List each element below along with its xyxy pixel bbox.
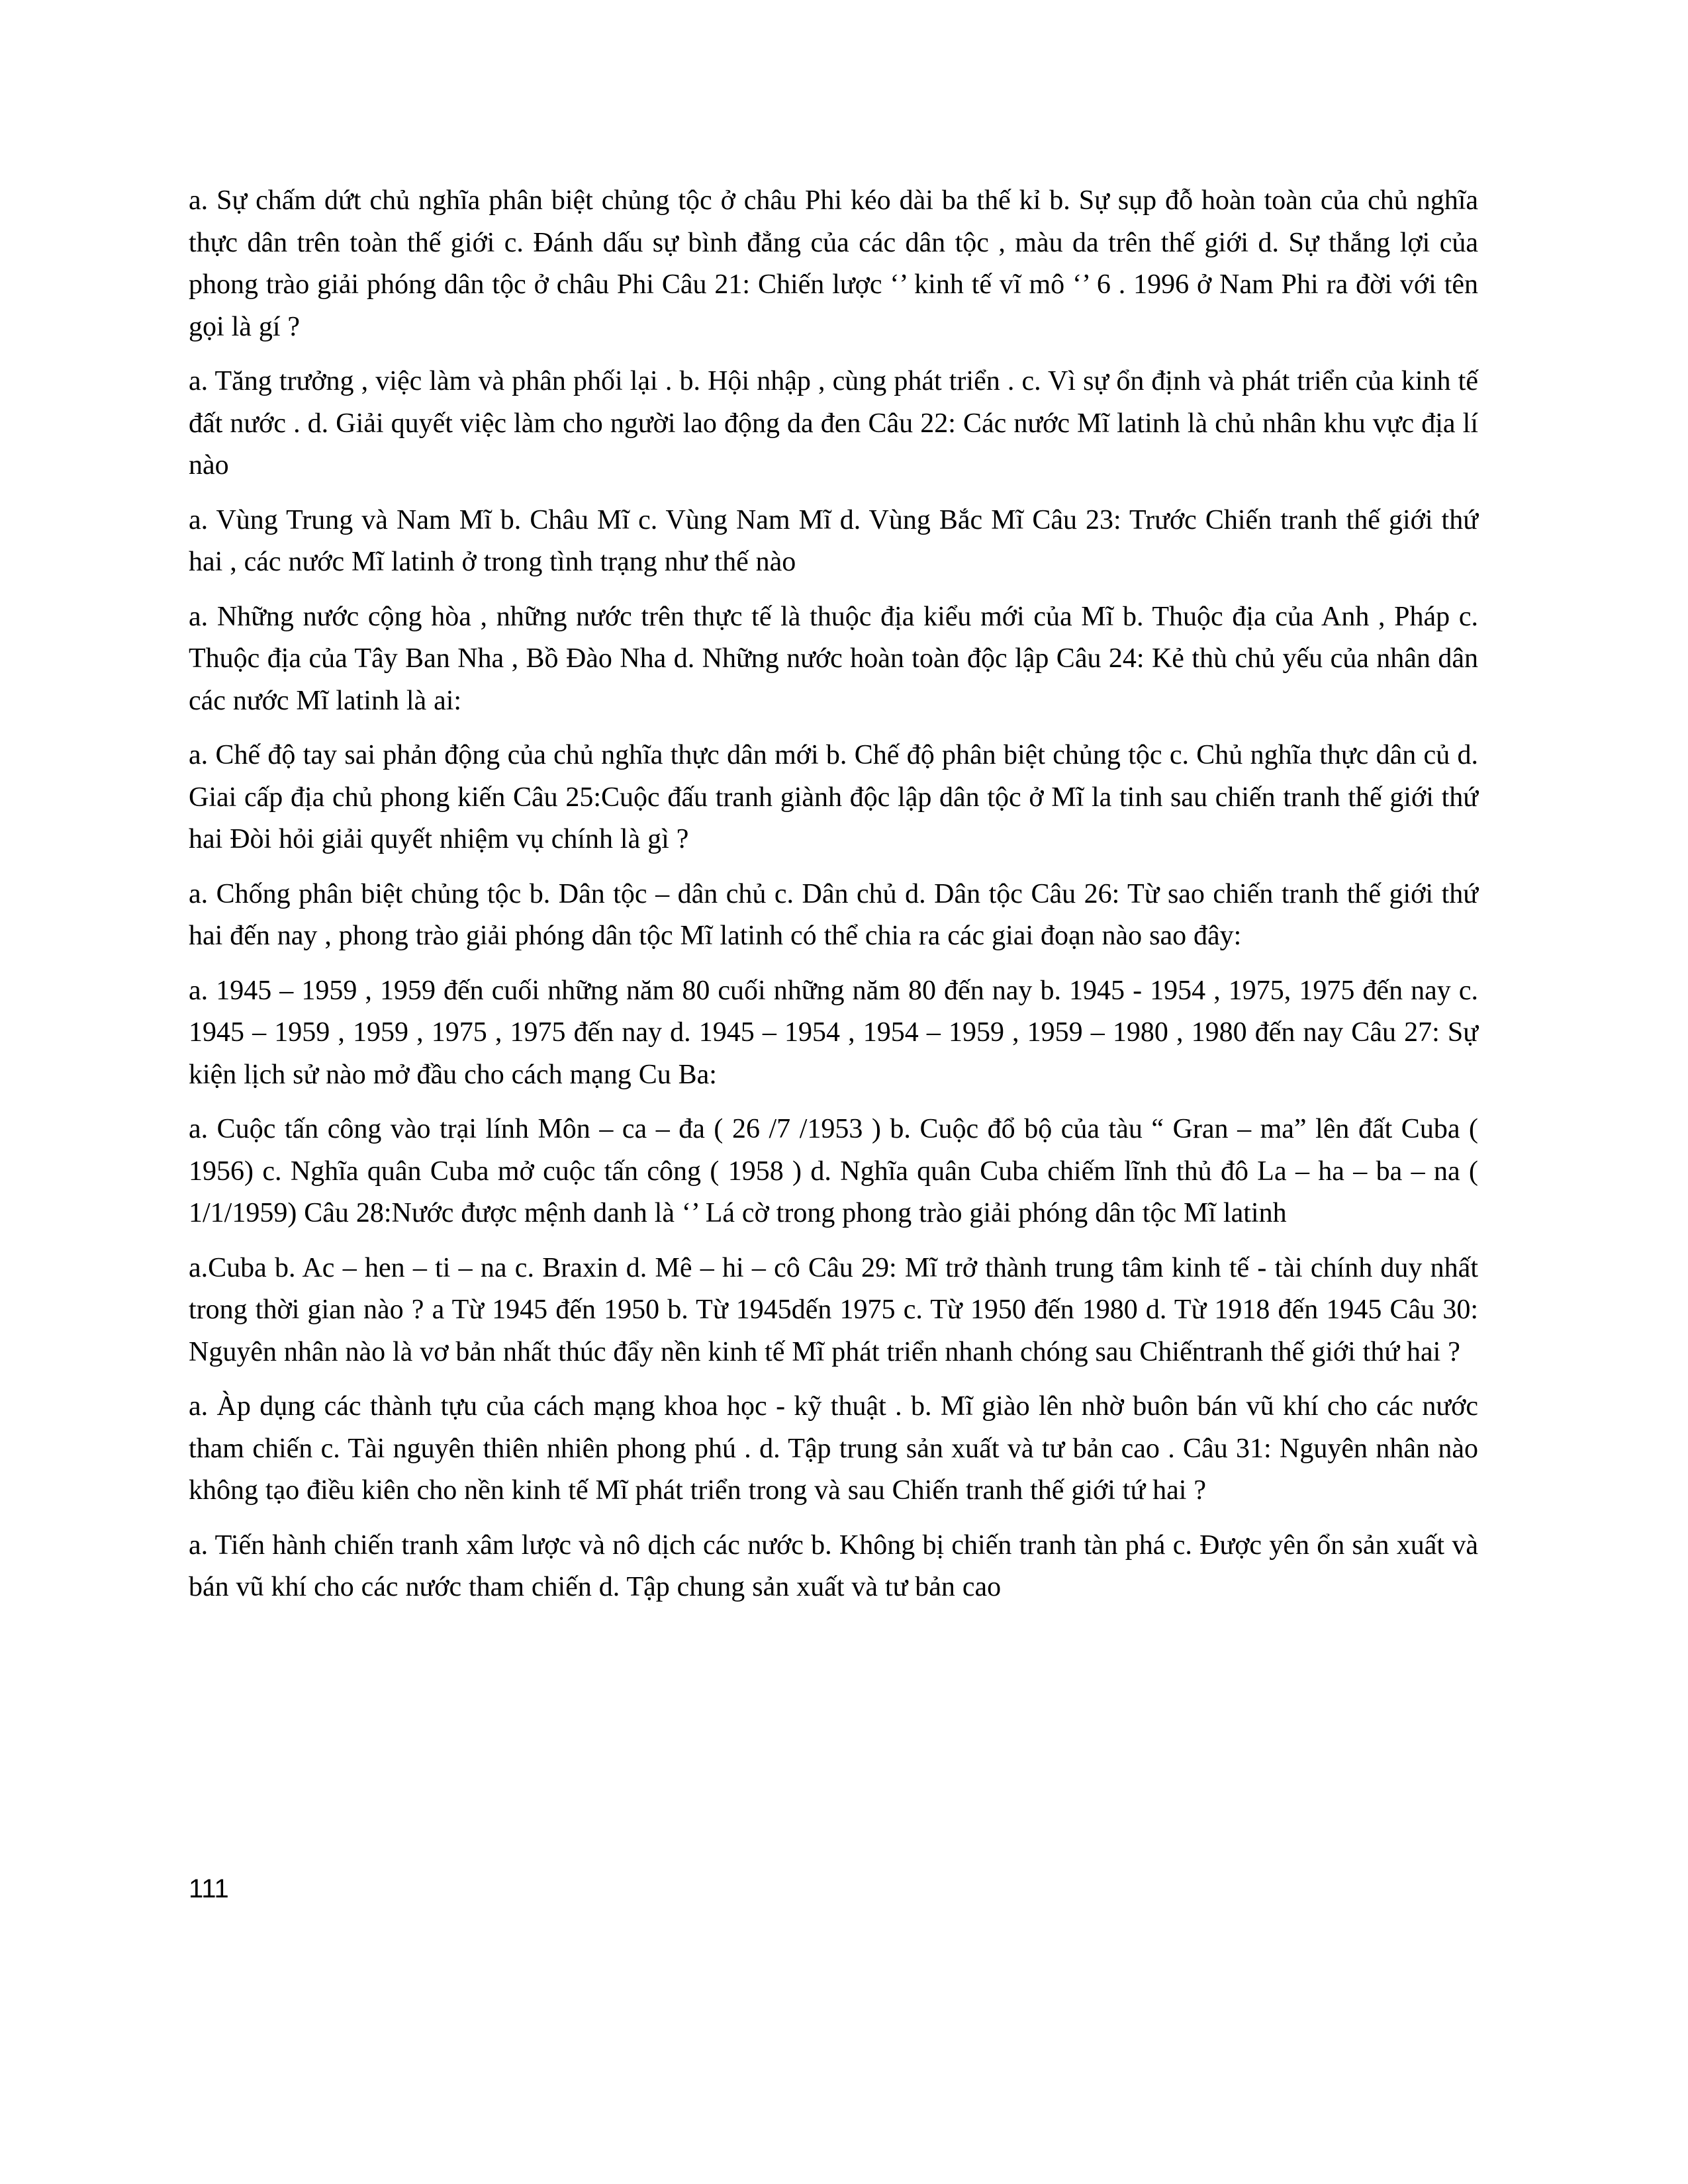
paragraph: a. Cuộc tấn công vào trại lính Môn – ca – đa ( 26 /7 /1953 ) b. Cuộc đổ bộ của tàu “ Gran – ma” lên đất Cuba ( 1956) c. Nghĩa quân Cuba mở cuộc tấn công ( 1958 ) d. Nghĩa quân Cuba chiếm lĩnh thủ đô La – ha – ba – na ( 1/1/1959) Câu 28:Nước được mệnh danh là ‘’ Lá cờ trong phong trào giải phóng dân tộc Mĩ latinh	[189, 1114, 1478, 1228]
paragraph: a. Sự chấm dứt chủ nghĩa phân biệt chủng tộc ở châu Phi kéo dài ba thế kỉ b. Sự sụp đỗ hoàn toàn của chủ nghĩa thực dân trên toàn thế giới c. Đánh dấu sự bình đẳng của các dân tộc , màu da trên thế giới d. Sự thắng lợi của phong trào giải phóng dân tộc ở châu Phi Câu 21: Chiến lược ‘’ kinh tế vĩ mô ‘’ 6 . 1996 ở Nam Phi ra đời với tên gọi là gí ?	[189, 185, 1478, 342]
document-body	[189, 180, 1478, 1609]
paragraph: a. Àp dụng các thành tựu của cách mạng khoa học - kỹ thuật . b. Mĩ giào lên nhờ buôn bán vũ khí cho các nước tham chiến c. Tài nguyên thiên nhiên phong phú . d. Tập trung sản xuất và tư bản cao . Câu 31: Nguyên nhân nào không tạo điều kiên cho nền kinh tế Mĩ phát triển trong và sau Chiến tranh thế giới tứ hai ?	[189, 1391, 1478, 1506]
paragraph: a. Chống phân biệt chủng tộc b. Dân tộc – dân chủ c. Dân chủ d. Dân tộc Câu 26: Từ sao chiến tranh thế giới thứ hai đến nay , phong trào giải phóng dân tộc Mĩ latinh có thể chia ra các giai đoạn nào sao đây:	[189, 878, 1478, 951]
paragraph: a. Tiến hành chiến tranh xâm lược và nô dịch các nước b. Không bị chiến tranh tàn phá c. Được yên ổn sản xuất và bán vũ khí cho các nước tham chiến d. Tập chung sản xuất và tư bản cao	[189, 1529, 1478, 1602]
page-number: 111	[189, 1874, 229, 1903]
paragraph: a. Vùng Trung và Nam Mĩ b. Châu Mĩ c. Vùng Nam Mĩ d. Vùng Bắc Mĩ Câu 23: Trước Chiến tranh thế giới thứ hai , các nước Mĩ latinh ở trong tình trạng như thế nào	[189, 504, 1478, 577]
paragraph: a. 1945 – 1959 , 1959 đến cuối những năm 80 cuối những năm 80 đến nay b. 1945 - 1954 , 1975, 1975 đến nay c. 1945 – 1959 , 1959 , 1975 , 1975 đến nay d. 1945 – 1954 , 1954 – 1959 , 1959 – 1980 , 1980 đến nay Câu 27: Sự kiện lịch sử nào mở đầu cho cách mạng Cu Ba:	[189, 975, 1478, 1090]
paragraph: a.Cuba b. Ac – hen – ti – na c. Braxin d. Mê – hi – cô Câu 29: Mĩ trở thành trung tâm kinh tế - tài chính duy nhất trong thời gian nào ? a Từ 1945 đến 1950 b. Từ 1945dến 1975 c. Từ 1950 đến 1980 d. Từ 1918 đến 1945 Câu 30: Nguyên nhân nào là vơ bản nhất thúc đẩy nền kinh tế Mĩ phát triển nhanh chóng sau Chiếntranh thế giới thứ hai ?	[189, 1252, 1478, 1367]
paragraph: a. Những nước cộng hòa , những nước trên thực tế là thuộc địa kiểu mới của Mĩ b. Thuộc địa của Anh , Pháp c. Thuộc địa của Tây Ban Nha , Bồ Đào Nha d. Những nước hoàn toàn độc lập Câu 24: Kẻ thù chủ yếu của nhân dân các nước Mĩ latinh là ai:	[189, 601, 1478, 716]
paragraph: a. Tăng trưởng , việc làm và phân phối lại . b. Hội nhập , cùng phát triển . c. Vì sự ổn định và phát triển của kinh tế đất nước . d. Giải quyết việc làm cho người lao động da đen Câu 22: Các nước Mĩ latinh là chủ nhân khu vực địa lí nào	[189, 366, 1478, 480]
paragraph: a. Chế độ tay sai phản động của chủ nghĩa thực dân mới b. Chế độ phân biệt chủng tộc c. Chủ nghĩa thực dân củ d. Giai cấp địa chủ phong kiến Câu 25:Cuộc đấu tranh giành độc lập dân tộc ở Mĩ la tinh sau chiến tranh thế giới thứ hai Đòi hỏi giải quyết nhiệm vụ chính là gì ?	[189, 740, 1478, 854]
